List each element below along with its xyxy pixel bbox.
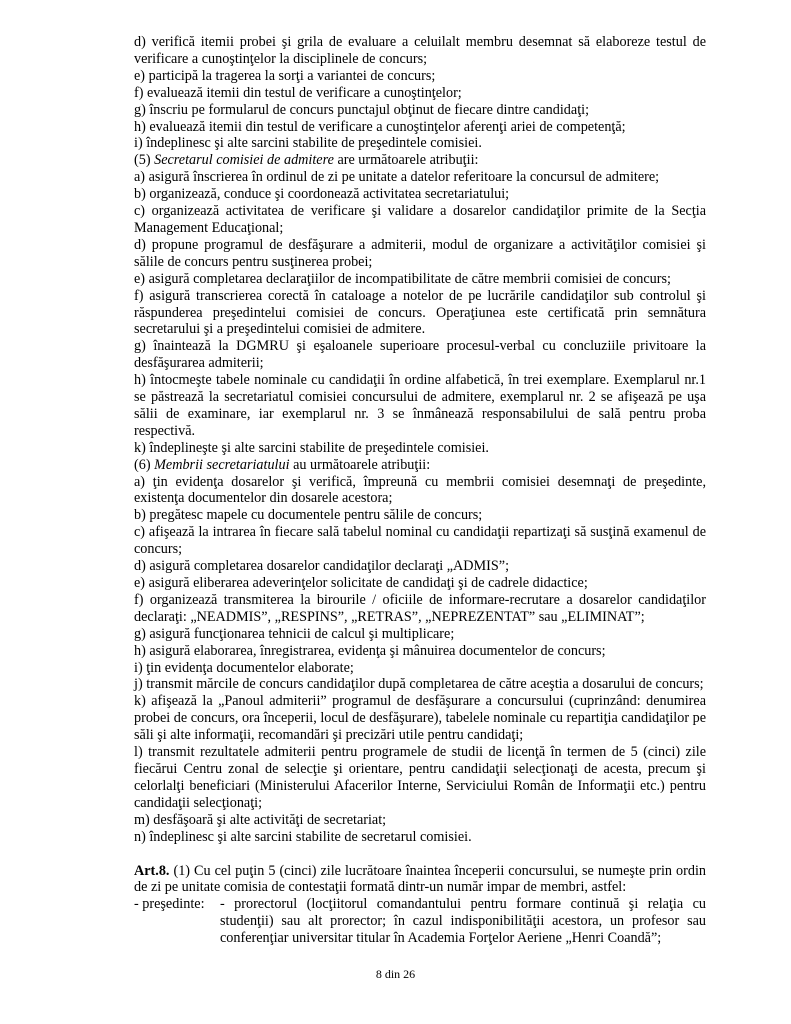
list-item: f) evaluează itemii din testul de verificare a cunoştinţelor; — [134, 84, 462, 101]
list-item: k) afişează la „Panoul admiterii” programul de desfăşurare a concursului (cuprinzând: denumirea probei de concurs, ora începerii, locul de desfăşurare), tabelele nominale cu repartiţia candidaţilor pe săli şi alte informaţii, recomandări şi precizări utile pentru candidaţi; — [134, 693, 706, 744]
list-item: l) transmit rezultatele admiterii pentru programele de studii de licenţă în termen de 5 (cinci) zile fiecărui Centru zonal de selecţie şi orientare, pentru candidaţii selecţionaţi de acesta, precum şi celorlalţi beneficiari (Ministerului Afacerilor Interne, Serviciului Român de Informaţii etc.) pentru candidaţii selecţionaţi; — [134, 744, 706, 811]
section-5-prefix: (5) — [134, 152, 155, 169]
article-8-president-row — [134, 896, 706, 947]
list-item: e) asigură eliberarea adeverinţelor solicitate de candidaţi şi de cadrele didactice; — [134, 575, 588, 591]
list-item: k) îndeplineşte şi alte sarcini stabilite de preşedintele comisiei. — [134, 439, 489, 456]
list-item: g) înscriu pe formularul de concurs punctajul obţinut de fiecare dintre candidaţi; — [134, 101, 590, 118]
list-item: h) asigură elaborarea, înregistrarea, evidenţa şi mânuirea documentelor de concurs; — [134, 642, 606, 659]
section-6-heading — [134, 457, 706, 474]
list-item: f) asigură transcrierea corectă în cataloage a notelor de pe lucrările candidaţilor sub controlul şi răspunderea preşedintelui comisiei de concurs. Operaţiunea este certificată prin semnătura secretarului şi a preşedintelui comisiei de admitere. — [134, 287, 706, 338]
section-5-suffix: are următoarele atribuţii: — [333, 152, 479, 169]
section-6-prefix: (6) — [134, 456, 155, 473]
page-number: 8 din 26 — [375, 967, 416, 981]
article-8-text: (1) Cu cel puţin 5 (cinci) zile lucrătoare înaintea începerii concursului, se numeşte prin ordin de zi pe unitate comisia de contestaţii formată dintr-un număr impar de membri, astfel: — [134, 862, 706, 896]
paragraph-spacer — [134, 846, 706, 863]
list-item: b) organizează, conduce şi coordonează activitatea secretariatului; — [134, 186, 510, 203]
list-item: e) asigură completarea declaraţiilor de incompatibilitate de către membrii comisiei de concurs; — [134, 270, 671, 287]
list-item: i) îndeplinesc şi alte sarcini stabilite de preşedintele comisiei. — [134, 135, 482, 152]
section-6-role: Membrii secretariatului — [154, 456, 290, 473]
section-5-list — [134, 169, 706, 456]
section-6-list — [134, 474, 706, 846]
document-body — [134, 34, 706, 947]
list-item: d) propune programul de desfăşurare a admiterii, modul de organizare a activităţilor comisiei şi sălile de concurs pentru susţinerea probei; — [134, 236, 706, 270]
list-item: g) înaintează la DGMRU şi eşaloanele superioare procesul-verbal cu concluziile privitoare la desfăşurarea admiterii; — [134, 338, 706, 372]
list-item: c) afişează la intrarea în fiecare sală tabelul nominal cu candidaţii repartizaţi să susţină examenul de concurs; — [134, 524, 706, 558]
list-item: h) întocmeşte tabele nominale cu candidaţii în ordine alfabetică, în trei exemplare. Exemplarul nr.1 se păstrează la secretariatul comisiei concursului de admitere, exemplarul nr. 2 se afişează pe uşa sălii de examinare, iar exemplarul nr. 3 se înmânează responsabilului de sală pentru proba respectivă. — [134, 372, 706, 439]
list-item: j) transmit mărcile de concurs candidaţilor după completarea de către aceştia a dosarului de concurs; — [134, 676, 704, 693]
section-6-suffix: au următoarele atribuţii: — [289, 456, 431, 473]
list-item: d) verifică itemii probei şi grila de evaluare a celuilalt membru desemnat să elaboreze testul de verificare a cunoştinţelor la disciplinele de concurs; — [134, 34, 706, 67]
article-8-intro — [134, 863, 706, 897]
section-5-heading — [134, 152, 706, 169]
list-item: m) desfăşoară şi alte activităţi de secretariat; — [134, 811, 387, 828]
list-item: c) organizează activitatea de verificare şi validare a dosarelor candidaţilor primite de la Secţia Management Educaţional; — [134, 203, 706, 236]
list-item: d) asigură completarea dosarelor candidaţilor declaraţi „ADMIS”; — [134, 558, 510, 575]
list-item: f) organizează transmiterea la birourile / oficiile de informare-recrutare a dosarelor candidaţilor declaraţi: „NEADMIS”, „RESPINS”, „RETRAS”, „NEPREZENTAT” sau „ELIMINAT”; — [134, 591, 706, 625]
section-5-role: Secretarul comisiei de admitere — [154, 152, 334, 169]
list-item: i) ţin evidenţa documentelor elaborate; — [134, 659, 354, 676]
president-term: - preşedinte: — [134, 896, 205, 913]
list-item: b) pregătesc mapele cu documentele pentru sălile de concurs; — [134, 507, 483, 524]
list-item: g) asigură funcţionarea tehnicii de calcul şi multiplicare; — [134, 625, 455, 642]
list-item: a) asigură înscrierea în ordinul de zi pe unitate a datelor referitoare la concursul de admitere; — [134, 169, 660, 186]
president-description: - prorectorul (locţiitorul comandantului pentru formare continuă şi relaţia cu studenţii) sau alt prorector; în cazul indisponibilităţii acestora, un profesor sau conferenţiar universitar titular în Academia Forţelor Aeriene „Henri Coandă”; — [220, 896, 706, 947]
list-item: a) ţin evidenţa dosarelor şi verifică, împreună cu membrii comisiei desemnaţi de preşedinte, existenţa documentelor din dosarele acestora; — [134, 473, 706, 507]
list-item: h) evaluează itemii din testul de verificare a cunoştinţelor aferenţi ariei de competenţă; — [134, 118, 626, 135]
list-item: e) participă la tragerea la sorţi a variantei de concurs; — [134, 67, 436, 84]
list-item: n) îndeplinesc şi alte sarcini stabilite de secretarul comisiei. — [134, 828, 472, 845]
items-top — [134, 34, 706, 152]
article-8-title: Art.8. — [134, 862, 170, 879]
